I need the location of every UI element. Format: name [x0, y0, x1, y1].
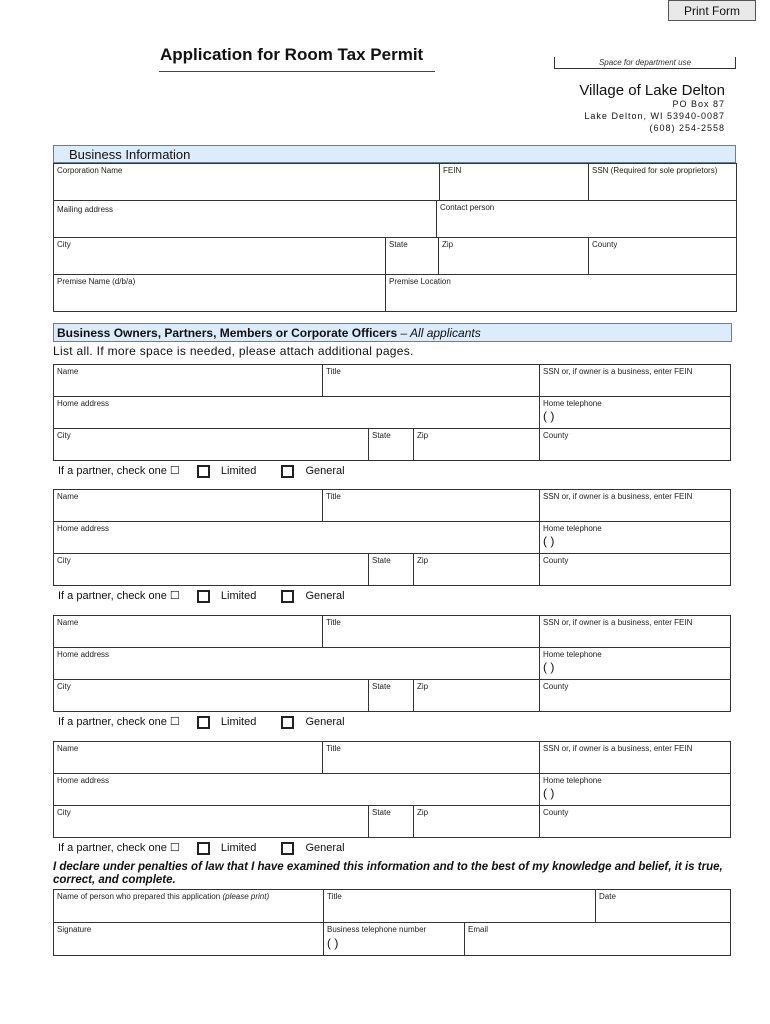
- owner-home-telephone-label: Home telephone: [543, 524, 602, 533]
- fein-label: FEIN: [443, 166, 462, 175]
- preparer-name-label-wrap: [57, 892, 269, 901]
- title-underline: [159, 71, 435, 72]
- owner-home-address-field[interactable]: [54, 774, 540, 806]
- partner-type-row: [58, 589, 345, 603]
- owner-home-address-field[interactable]: [54, 522, 540, 554]
- limited-checkbox[interactable]: [197, 465, 210, 478]
- owner-county-field[interactable]: [540, 429, 730, 460]
- partner-type-row: [58, 841, 345, 855]
- owners-note: List all. If more space is needed, please attach additional pages.: [53, 344, 414, 358]
- owner-zip-field[interactable]: [414, 554, 540, 585]
- city-address: Lake Delton, WI 53940-0087: [584, 111, 725, 121]
- owner-title-label: Title: [326, 618, 341, 627]
- business-telephone-label: Business telephone number: [327, 925, 427, 934]
- general-checkbox[interactable]: [281, 590, 294, 603]
- page-title: Application for Room Tax Permit: [160, 45, 424, 64]
- partner-type-row: [58, 464, 345, 478]
- print-form-button[interactable]: Print Form: [668, 0, 756, 21]
- declaration-grid: [53, 889, 731, 956]
- premise-name-field[interactable]: [54, 275, 386, 311]
- preparer-name-field[interactable]: [54, 890, 324, 923]
- owner-state-field[interactable]: [369, 554, 414, 585]
- owner-title-label: Title: [326, 367, 341, 376]
- general-label: General: [305, 842, 345, 854]
- business-info-grid: [53, 163, 737, 312]
- owner-county-field[interactable]: [540, 680, 730, 711]
- business-info-title: Business Information: [69, 147, 191, 162]
- owner-city-field[interactable]: [54, 680, 369, 711]
- contact-person-label: Contact person: [440, 203, 495, 212]
- owner-title-field[interactable]: [323, 365, 540, 397]
- owner-title-field[interactable]: [323, 616, 540, 648]
- owner-ssn-label: SSN or, if owner is a business, enter FEIN: [543, 492, 693, 501]
- owner-state-field[interactable]: [369, 680, 414, 711]
- partner-check-label: If a partner, check one ☐: [58, 716, 180, 728]
- corporation-name-field[interactable]: [54, 164, 440, 201]
- owner-city-label: City: [57, 556, 71, 565]
- signature-field[interactable]: [54, 923, 324, 955]
- general-checkbox[interactable]: [281, 842, 294, 855]
- village-name: Village of Lake Delton: [579, 82, 725, 99]
- owner-title-label: Title: [326, 744, 341, 753]
- email-field[interactable]: [465, 923, 730, 955]
- owner-name-field[interactable]: [54, 742, 323, 774]
- owner-grid: [53, 489, 731, 586]
- corporation-name-label: Corporation Name: [57, 166, 123, 175]
- business-county-field[interactable]: [589, 238, 736, 275]
- owner-ssn-label: SSN or, if owner is a business, enter FEIN: [543, 618, 693, 627]
- owner-home-telephone-field[interactable]: [540, 397, 730, 429]
- po-box: PO Box 87: [672, 99, 725, 109]
- owner-zip-label: Zip: [417, 808, 429, 817]
- owner-zip-field[interactable]: [414, 680, 540, 711]
- owner-ssn-field[interactable]: [540, 742, 730, 774]
- owner-telephone-parens: ( ): [543, 660, 555, 674]
- owner-home-address-label: Home address: [57, 776, 110, 785]
- owner-zip-label: Zip: [417, 431, 429, 440]
- owner-county-field[interactable]: [540, 554, 730, 585]
- owner-city-field[interactable]: [54, 554, 369, 585]
- owner-county-label: County: [543, 808, 569, 817]
- owner-ssn-field[interactable]: [540, 490, 730, 522]
- owner-home-address-field[interactable]: [54, 648, 540, 680]
- ssn-field[interactable]: [589, 164, 736, 201]
- business-state-label: State: [389, 240, 408, 249]
- limited-label: Limited: [220, 590, 257, 602]
- department-use-label: Space for department use: [598, 58, 692, 67]
- business-city-field[interactable]: [54, 238, 386, 275]
- owner-name-label: Name: [57, 367, 79, 376]
- owner-zip-field[interactable]: [414, 429, 540, 460]
- partner-check-label: If a partner, check one ☐: [58, 842, 180, 854]
- owner-state-field[interactable]: [369, 429, 414, 460]
- declaration-text: I declare under penalties of law that I have examined this information and to the best of my knowledge and belief, it is true, correct, and complete.: [53, 861, 723, 886]
- owner-county-field[interactable]: [540, 806, 730, 837]
- premise-name-label: Premise Name (d/b/a): [57, 277, 136, 286]
- owner-name-label: Name: [57, 618, 79, 627]
- business-info-header: [53, 145, 736, 163]
- ssn-label: SSN (Required for sole proprietors): [592, 166, 718, 175]
- limited-label: Limited: [220, 842, 257, 854]
- general-checkbox[interactable]: [281, 716, 294, 729]
- email-label: Email: [468, 925, 489, 934]
- owner-home-telephone-label: Home telephone: [543, 399, 602, 408]
- business-city-label: City: [57, 240, 71, 249]
- owner-zip-label: Zip: [417, 682, 429, 691]
- owner-home-address-label: Home address: [57, 524, 110, 533]
- owner-home-address-field[interactable]: [54, 397, 540, 429]
- limited-checkbox[interactable]: [197, 716, 210, 729]
- owner-telephone-parens: ( ): [543, 534, 555, 548]
- owner-telephone-parens: ( ): [543, 409, 555, 423]
- owner-county-label: County: [543, 556, 569, 565]
- limited-checkbox[interactable]: [197, 590, 210, 603]
- owner-city-label: City: [57, 431, 71, 440]
- owner-state-label: State: [372, 808, 391, 817]
- village-phone: (608) 254-2558: [649, 123, 725, 133]
- owner-grid: [53, 364, 731, 461]
- owner-city-field[interactable]: [54, 806, 369, 837]
- general-label: General: [305, 465, 345, 477]
- owner-state-label: State: [372, 431, 391, 440]
- business-telephone-parens: ( ): [327, 936, 339, 950]
- business-county-label: County: [592, 240, 618, 249]
- owners-section-suffix: – All applicants: [400, 326, 481, 340]
- owner-home-telephone-label: Home telephone: [543, 650, 602, 659]
- general-checkbox[interactable]: [281, 465, 294, 478]
- owner-grid: [53, 741, 731, 838]
- limited-label: Limited: [220, 716, 257, 728]
- partner-check-label: If a partner, check one ☐: [58, 590, 180, 602]
- declaration-title-field[interactable]: [324, 890, 596, 923]
- owner-ssn-label: SSN or, if owner is a business, enter FEIN: [543, 744, 693, 753]
- owner-name-field[interactable]: [54, 616, 323, 648]
- owner-name-field[interactable]: [54, 490, 323, 522]
- owner-zip-field[interactable]: [414, 806, 540, 837]
- owner-home-telephone-field[interactable]: [540, 648, 730, 680]
- owner-ssn-label: SSN or, if owner is a business, enter FEIN: [543, 367, 693, 376]
- owners-section-header: [53, 323, 732, 342]
- owner-state-label: State: [372, 682, 391, 691]
- declaration-title-label: Title: [327, 892, 342, 901]
- limited-label: Limited: [220, 465, 257, 477]
- contact-person-field[interactable]: [437, 201, 736, 238]
- partner-check-label: If a partner, check one ☐: [58, 465, 180, 477]
- declaration-date-field[interactable]: [596, 890, 730, 923]
- owner-state-field[interactable]: [369, 806, 414, 837]
- owner-county-label: County: [543, 431, 569, 440]
- owner-title-label: Title: [326, 492, 341, 501]
- owner-home-telephone-field[interactable]: [540, 522, 730, 554]
- business-telephone-field[interactable]: [324, 923, 465, 955]
- owner-city-label: City: [57, 808, 71, 817]
- mailing-address-label: Mailing address: [57, 205, 114, 214]
- owner-state-label: State: [372, 556, 391, 565]
- owner-zip-label: Zip: [417, 556, 429, 565]
- partner-type-row: [58, 715, 345, 729]
- owner-home-address-label: Home address: [57, 650, 110, 659]
- owner-home-telephone-field[interactable]: [540, 774, 730, 806]
- preparer-name-note: (please print): [222, 892, 270, 901]
- owner-name-label: Name: [57, 492, 79, 501]
- fein-field[interactable]: [440, 164, 589, 201]
- owner-city-field[interactable]: [54, 429, 369, 460]
- owner-title-field[interactable]: [323, 742, 540, 774]
- owner-city-label: City: [57, 682, 71, 691]
- general-label: General: [305, 590, 345, 602]
- owner-title-field[interactable]: [323, 490, 540, 522]
- business-zip-label: Zip: [442, 240, 454, 249]
- premise-location-label: Premise Location: [389, 277, 451, 286]
- owner-county-label: County: [543, 682, 569, 691]
- owner-home-address-label: Home address: [57, 399, 110, 408]
- declaration-date-label: Date: [599, 892, 616, 901]
- owner-ssn-field[interactable]: [540, 365, 730, 397]
- preparer-name-label: Name of person who prepared this application: [57, 892, 221, 901]
- owner-name-field[interactable]: [54, 365, 323, 397]
- limited-checkbox[interactable]: [197, 842, 210, 855]
- owner-ssn-field[interactable]: [540, 616, 730, 648]
- premise-location-field[interactable]: [386, 275, 736, 311]
- general-label: General: [305, 716, 345, 728]
- owners-section-title-wrap: [57, 326, 481, 340]
- owners-section-title: Business Owners, Partners, Members or Corporate Officers: [57, 326, 398, 340]
- owner-telephone-parens: ( ): [543, 786, 555, 800]
- owner-name-label: Name: [57, 744, 79, 753]
- business-zip-field[interactable]: [439, 238, 589, 275]
- mailing-address-field[interactable]: [54, 201, 437, 238]
- owner-home-telephone-label: Home telephone: [543, 776, 602, 785]
- signature-label: Signature: [57, 925, 92, 934]
- owner-grid: [53, 615, 731, 712]
- business-state-field[interactable]: [386, 238, 439, 275]
